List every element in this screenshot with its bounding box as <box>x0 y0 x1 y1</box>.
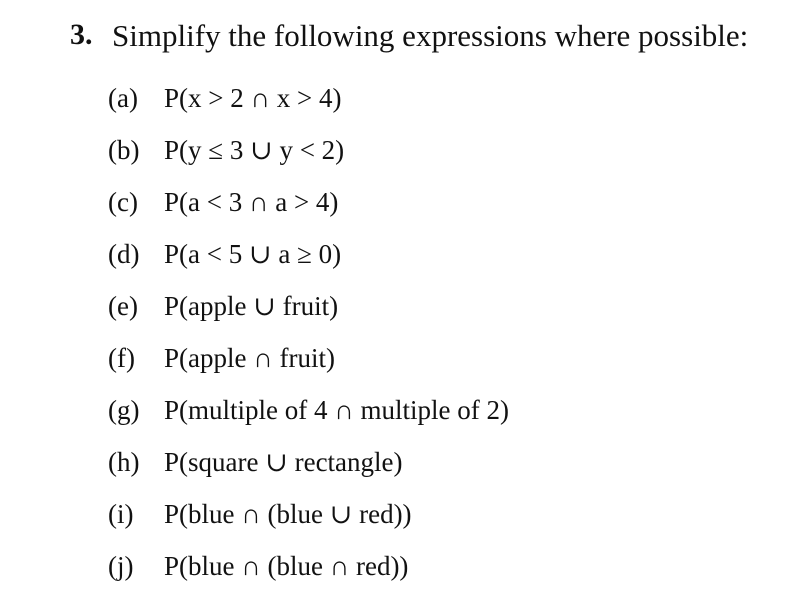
item-label: (g) <box>108 394 140 425</box>
question-number: 3. <box>70 18 93 51</box>
item-expression: P(apple ∩ fruit) <box>164 342 335 373</box>
item-expression: P(a < 3 ∩ a > 4) <box>164 186 339 217</box>
item-label: (j) <box>108 550 134 581</box>
item-expression: P(square ∪ rectangle) <box>164 446 403 477</box>
list-item <box>108 72 509 124</box>
item-expression: P(y ≤ 3 ∪ y < 2) <box>164 134 345 165</box>
list-item <box>108 540 509 592</box>
list-item <box>108 436 509 488</box>
item-label: (c) <box>108 186 138 217</box>
item-expression: P(x > 2 ∩ x > 4) <box>164 82 342 113</box>
item-label: (f) <box>108 342 135 373</box>
item-expression: P(blue ∩ (blue ∪ red)) <box>164 498 412 529</box>
list-item <box>108 384 509 436</box>
list-item <box>108 488 509 540</box>
item-label: (a) <box>108 82 138 113</box>
item-expression: P(blue ∩ (blue ∩ red)) <box>164 550 409 581</box>
item-label: (i) <box>108 498 134 529</box>
item-label: (h) <box>108 446 140 477</box>
list-item <box>108 228 509 280</box>
item-label: (e) <box>108 290 138 321</box>
list-item <box>108 280 509 332</box>
list-item <box>108 176 509 228</box>
item-expression: P(multiple of 4 ∩ multiple of 2) <box>164 394 509 425</box>
item-expression: P(a < 5 ∪ a ≥ 0) <box>164 238 342 269</box>
list-item <box>108 332 509 384</box>
question-prompt: Simplify the following expressions where possible: <box>112 18 749 53</box>
expression-list <box>108 72 509 592</box>
item-expression: P(apple ∪ fruit) <box>164 290 339 321</box>
item-label: (d) <box>108 238 140 269</box>
item-label: (b) <box>108 134 140 165</box>
list-item <box>108 124 509 176</box>
